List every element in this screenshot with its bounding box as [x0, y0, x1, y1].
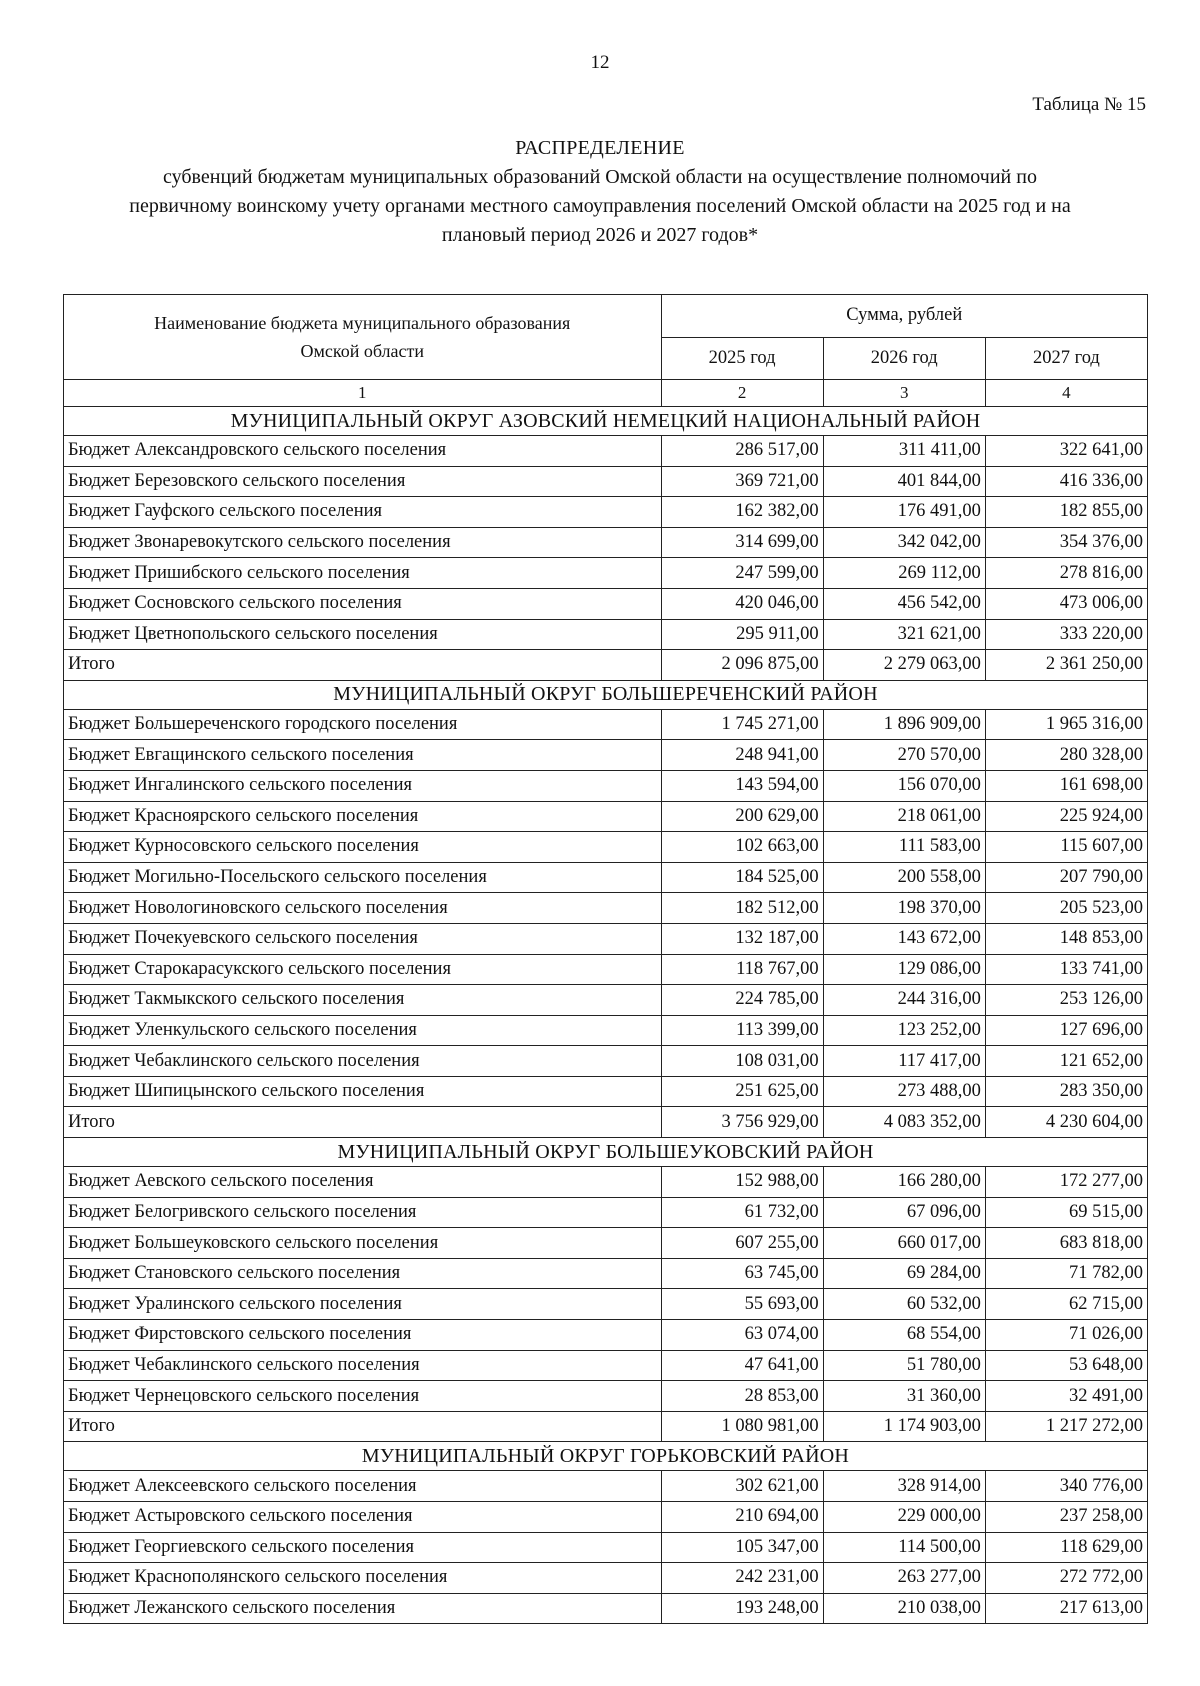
amount-2026-cell: 117 417,00 [823, 1046, 985, 1077]
amount-2026-cell: 111 583,00 [823, 832, 985, 863]
budget-name-cell: Бюджет Такмыкского сельского поселения [64, 985, 662, 1016]
budget-name-cell: Бюджет Березовского сельского поселения [64, 466, 662, 497]
table-row [64, 1015, 1148, 1046]
amount-2026-cell: 311 411,00 [823, 436, 985, 467]
header-budget-name-line-1: Наименование бюджета муниципального образования [154, 313, 571, 333]
table-row [64, 1289, 1148, 1320]
amount-2027-cell: 205 523,00 [985, 893, 1147, 924]
budget-name-cell: Бюджет Белогривского сельского поселения [64, 1197, 662, 1228]
budget-name-cell: Бюджет Чернецовского сельского поселения [64, 1381, 662, 1412]
amount-2025-cell: 63 074,00 [661, 1320, 823, 1351]
amount-2027-cell: 416 336,00 [985, 466, 1147, 497]
header-year-2026: 2026 год [823, 337, 985, 380]
amount-2025-cell: 61 732,00 [661, 1197, 823, 1228]
header-year-2027: 2027 год [985, 337, 1147, 380]
amount-2025-cell: 182 512,00 [661, 893, 823, 924]
district-header-row [64, 407, 1148, 436]
budget-name-cell: Бюджет Становского сельского поселения [64, 1258, 662, 1289]
table-row [64, 801, 1148, 832]
amount-2025-cell: 3 756 929,00 [661, 1107, 823, 1138]
table-row [64, 619, 1148, 650]
amount-2027-cell: 62 715,00 [985, 1289, 1147, 1320]
table-row [64, 923, 1148, 954]
budget-name-cell: Бюджет Большеуковского сельского поселения [64, 1228, 662, 1259]
amount-2025-cell: 113 399,00 [661, 1015, 823, 1046]
budget-name-cell: Итого [64, 650, 662, 681]
table-row [64, 588, 1148, 619]
budget-name-cell: Бюджет Могильно-Посельского сельского поселения [64, 862, 662, 893]
amount-2026-cell: 2 279 063,00 [823, 650, 985, 681]
budget-name-cell: Бюджет Фирстовского сельского поселения [64, 1320, 662, 1351]
amount-2026-cell: 60 532,00 [823, 1289, 985, 1320]
amount-2025-cell: 314 699,00 [661, 527, 823, 558]
district-header-row [64, 1442, 1148, 1471]
total-row [64, 1107, 1148, 1138]
amount-2027-cell: 1 217 272,00 [985, 1411, 1147, 1442]
amount-2026-cell: 4 083 352,00 [823, 1107, 985, 1138]
budget-name-cell: Бюджет Чебаклинского сельского поселения [64, 1350, 662, 1381]
amount-2026-cell: 270 570,00 [823, 740, 985, 771]
amount-2025-cell: 420 046,00 [661, 588, 823, 619]
amount-2027-cell: 217 613,00 [985, 1593, 1147, 1624]
amount-2025-cell: 2 096 875,00 [661, 650, 823, 681]
amount-2026-cell: 200 558,00 [823, 862, 985, 893]
table-row [64, 1593, 1148, 1624]
amount-2025-cell: 55 693,00 [661, 1289, 823, 1320]
amount-2027-cell: 71 026,00 [985, 1320, 1147, 1351]
amount-2027-cell: 53 648,00 [985, 1350, 1147, 1381]
amount-2025-cell: 105 347,00 [661, 1532, 823, 1563]
amount-2025-cell: 63 745,00 [661, 1258, 823, 1289]
table-row [64, 1532, 1148, 1563]
amount-2025-cell: 1 745 271,00 [661, 709, 823, 740]
amount-2026-cell: 129 086,00 [823, 954, 985, 985]
budget-name-cell: Бюджет Аевского сельского поселения [64, 1167, 662, 1198]
budget-name-cell: Бюджет Ингалинского сельского поселения [64, 770, 662, 801]
table-row [64, 832, 1148, 863]
amount-2025-cell: 118 767,00 [661, 954, 823, 985]
amount-2026-cell: 114 500,00 [823, 1532, 985, 1563]
table-row [64, 1320, 1148, 1351]
amount-2027-cell: 127 696,00 [985, 1015, 1147, 1046]
budget-name-cell: Бюджет Евгащинского сельского поселения [64, 740, 662, 771]
budget-name-cell: Бюджет Лежанского сельского поселения [64, 1593, 662, 1624]
amount-2026-cell: 321 621,00 [823, 619, 985, 650]
budget-name-cell: Бюджет Новологиновского сельского поселения [64, 893, 662, 924]
table-row [64, 497, 1148, 528]
amount-2027-cell: 283 350,00 [985, 1076, 1147, 1107]
district-title: МУНИЦИПАЛЬНЫЙ ОКРУГ АЗОВСКИЙ НЕМЕЦКИЙ НАЦИОНАЛЬНЫЙ РАЙОН [64, 407, 1148, 436]
column-number: 1 [64, 380, 662, 407]
column-number: 2 [661, 380, 823, 407]
amount-2026-cell: 51 780,00 [823, 1350, 985, 1381]
budget-name-cell: Бюджет Большереченского городского поселения [64, 709, 662, 740]
table-row [64, 1502, 1148, 1533]
amount-2025-cell: 102 663,00 [661, 832, 823, 863]
table-row [64, 954, 1148, 985]
amount-2026-cell: 229 000,00 [823, 1502, 985, 1533]
amount-2026-cell: 143 672,00 [823, 923, 985, 954]
heading-title: РАСПРЕДЕЛЕНИЕ [515, 137, 685, 159]
amount-2027-cell: 182 855,00 [985, 497, 1147, 528]
district-title: МУНИЦИПАЛЬНЫЙ ОКРУГ БОЛЬШЕУКОВСКИЙ РАЙОН [64, 1138, 1148, 1167]
table-row [64, 466, 1148, 497]
budget-name-cell: Бюджет Пришибского сельского поселения [64, 558, 662, 589]
amount-2027-cell: 161 698,00 [985, 770, 1147, 801]
table-row [64, 1046, 1148, 1077]
budget-name-cell: Бюджет Краснополянского сельского поселения [64, 1563, 662, 1594]
budget-name-cell: Бюджет Цветнопольского сельского поселения [64, 619, 662, 650]
budget-name-cell: Итого [64, 1107, 662, 1138]
amount-2027-cell: 253 126,00 [985, 985, 1147, 1016]
table-row [64, 862, 1148, 893]
amount-2027-cell: 354 376,00 [985, 527, 1147, 558]
amount-2027-cell: 69 515,00 [985, 1197, 1147, 1228]
budget-name-cell: Бюджет Гауфского сельского поселения [64, 497, 662, 528]
amount-2025-cell: 302 621,00 [661, 1471, 823, 1502]
amount-2027-cell: 207 790,00 [985, 862, 1147, 893]
page-number: 12 [590, 52, 610, 73]
amount-2026-cell: 198 370,00 [823, 893, 985, 924]
amount-2026-cell: 660 017,00 [823, 1228, 985, 1259]
amount-2027-cell: 340 776,00 [985, 1471, 1147, 1502]
table-body [64, 407, 1148, 1624]
distribution-table [63, 294, 1148, 1624]
table-row [64, 709, 1148, 740]
budget-name-cell: Бюджет Астыровского сельского поселения [64, 1502, 662, 1533]
budget-name-cell: Итого [64, 1411, 662, 1442]
document-heading [60, 134, 1140, 250]
amount-2026-cell: 342 042,00 [823, 527, 985, 558]
column-number: 3 [823, 380, 985, 407]
amount-2027-cell: 333 220,00 [985, 619, 1147, 650]
budget-name-cell: Бюджет Сосновского сельского поселения [64, 588, 662, 619]
amount-2027-cell: 280 328,00 [985, 740, 1147, 771]
table-row [64, 770, 1148, 801]
amount-2026-cell: 269 112,00 [823, 558, 985, 589]
amount-2025-cell: 143 594,00 [661, 770, 823, 801]
table-row [64, 1228, 1148, 1259]
total-row [64, 1411, 1148, 1442]
amount-2025-cell: 224 785,00 [661, 985, 823, 1016]
heading-subtitle-line-2: первичному воинскому учету органами местного самоуправления поселений Омской области на 2025 год и на [129, 195, 1071, 217]
budget-name-cell: Бюджет Шипицынского сельского поселения [64, 1076, 662, 1107]
district-title: МУНИЦИПАЛЬНЫЙ ОКРУГ БОЛЬШЕРЕЧЕНСКИЙ РАЙОН [64, 680, 1148, 709]
table-row [64, 1471, 1148, 1502]
total-row [64, 650, 1148, 681]
district-title: МУНИЦИПАЛЬНЫЙ ОКРУГ ГОРЬКОВСКИЙ РАЙОН [64, 1442, 1148, 1471]
header-budget-name [64, 295, 662, 380]
amount-2027-cell: 237 258,00 [985, 1502, 1147, 1533]
amount-2027-cell: 71 782,00 [985, 1258, 1147, 1289]
budget-name-cell: Бюджет Уралинского сельского поселения [64, 1289, 662, 1320]
amount-2026-cell: 67 096,00 [823, 1197, 985, 1228]
header-sum: Сумма, рублей [661, 295, 1147, 338]
amount-2027-cell: 473 006,00 [985, 588, 1147, 619]
amount-2025-cell: 1 080 981,00 [661, 1411, 823, 1442]
amount-2025-cell: 47 641,00 [661, 1350, 823, 1381]
amount-2025-cell: 200 629,00 [661, 801, 823, 832]
amount-2026-cell: 176 491,00 [823, 497, 985, 528]
table-row [64, 893, 1148, 924]
amount-2027-cell: 121 652,00 [985, 1046, 1147, 1077]
amount-2027-cell: 2 361 250,00 [985, 650, 1147, 681]
table-row [64, 740, 1148, 771]
amount-2025-cell: 251 625,00 [661, 1076, 823, 1107]
column-number-row [64, 380, 1148, 407]
amount-2027-cell: 148 853,00 [985, 923, 1147, 954]
budget-name-cell: Бюджет Курносовского сельского поселения [64, 832, 662, 863]
table-row [64, 1258, 1148, 1289]
amount-2026-cell: 263 277,00 [823, 1563, 985, 1594]
amount-2026-cell: 456 542,00 [823, 588, 985, 619]
district-header-row [64, 680, 1148, 709]
table-row [64, 1381, 1148, 1412]
amount-2026-cell: 1 174 903,00 [823, 1411, 985, 1442]
amount-2025-cell: 286 517,00 [661, 436, 823, 467]
table-row [64, 1167, 1148, 1198]
budget-name-cell: Бюджет Георгиевского сельского поселения [64, 1532, 662, 1563]
budget-name-cell: Бюджет Звонаревокутского сельского поселения [64, 527, 662, 558]
table-label: Таблица № 15 [1032, 94, 1146, 115]
header-year-2025: 2025 год [661, 337, 823, 380]
amount-2027-cell: 225 924,00 [985, 801, 1147, 832]
table-row [64, 436, 1148, 467]
amount-2026-cell: 31 360,00 [823, 1381, 985, 1412]
amount-2025-cell: 108 031,00 [661, 1046, 823, 1077]
table-row [64, 1563, 1148, 1594]
amount-2027-cell: 322 641,00 [985, 436, 1147, 467]
amount-2026-cell: 156 070,00 [823, 770, 985, 801]
budget-name-cell: Бюджет Уленкульского сельского поселения [64, 1015, 662, 1046]
column-number: 4 [985, 380, 1147, 407]
amount-2026-cell: 401 844,00 [823, 466, 985, 497]
table-row [64, 558, 1148, 589]
amount-2027-cell: 172 277,00 [985, 1167, 1147, 1198]
budget-name-cell: Бюджет Александровского сельского поселения [64, 436, 662, 467]
district-header-row [64, 1138, 1148, 1167]
heading-subtitle-line-1: субвенций бюджетам муниципальных образований Омской области на осуществление полномочий по [163, 166, 1037, 188]
amount-2025-cell: 152 988,00 [661, 1167, 823, 1198]
amount-2025-cell: 295 911,00 [661, 619, 823, 650]
table-row [64, 1076, 1148, 1107]
amount-2025-cell: 132 187,00 [661, 923, 823, 954]
table-row [64, 527, 1148, 558]
amount-2025-cell: 210 694,00 [661, 1502, 823, 1533]
header-budget-name-line-2: Омской области [300, 341, 425, 361]
budget-name-cell: Бюджет Красноярского сельского поселения [64, 801, 662, 832]
heading-subtitle-line-3: плановый период 2026 и 2027 годов* [441, 224, 759, 246]
budget-name-cell: Бюджет Алексеевского сельского поселения [64, 1471, 662, 1502]
amount-2027-cell: 1 965 316,00 [985, 709, 1147, 740]
amount-2025-cell: 28 853,00 [661, 1381, 823, 1412]
amount-2026-cell: 273 488,00 [823, 1076, 985, 1107]
amount-2027-cell: 118 629,00 [985, 1532, 1147, 1563]
amount-2025-cell: 607 255,00 [661, 1228, 823, 1259]
amount-2026-cell: 69 284,00 [823, 1258, 985, 1289]
table-row [64, 1350, 1148, 1381]
table-row [64, 1197, 1148, 1228]
table-row [64, 985, 1148, 1016]
amount-2027-cell: 278 816,00 [985, 558, 1147, 589]
budget-name-cell: Бюджет Чебаклинского сельского поселения [64, 1046, 662, 1077]
amount-2026-cell: 218 061,00 [823, 801, 985, 832]
amount-2025-cell: 242 231,00 [661, 1563, 823, 1594]
amount-2025-cell: 248 941,00 [661, 740, 823, 771]
amount-2027-cell: 115 607,00 [985, 832, 1147, 863]
amount-2025-cell: 247 599,00 [661, 558, 823, 589]
amount-2026-cell: 244 316,00 [823, 985, 985, 1016]
amount-2027-cell: 133 741,00 [985, 954, 1147, 985]
budget-name-cell: Бюджет Почекуевского сельского поселения [64, 923, 662, 954]
amount-2025-cell: 369 721,00 [661, 466, 823, 497]
amount-2026-cell: 328 914,00 [823, 1471, 985, 1502]
amount-2025-cell: 184 525,00 [661, 862, 823, 893]
amount-2026-cell: 123 252,00 [823, 1015, 985, 1046]
budget-name-cell: Бюджет Старокарасукского сельского поселения [64, 954, 662, 985]
amount-2026-cell: 68 554,00 [823, 1320, 985, 1351]
amount-2026-cell: 1 896 909,00 [823, 709, 985, 740]
amount-2026-cell: 166 280,00 [823, 1167, 985, 1198]
amount-2027-cell: 32 491,00 [985, 1381, 1147, 1412]
amount-2026-cell: 210 038,00 [823, 1593, 985, 1624]
amount-2027-cell: 683 818,00 [985, 1228, 1147, 1259]
amount-2027-cell: 4 230 604,00 [985, 1107, 1147, 1138]
amount-2025-cell: 193 248,00 [661, 1593, 823, 1624]
amount-2025-cell: 162 382,00 [661, 497, 823, 528]
amount-2027-cell: 272 772,00 [985, 1563, 1147, 1594]
